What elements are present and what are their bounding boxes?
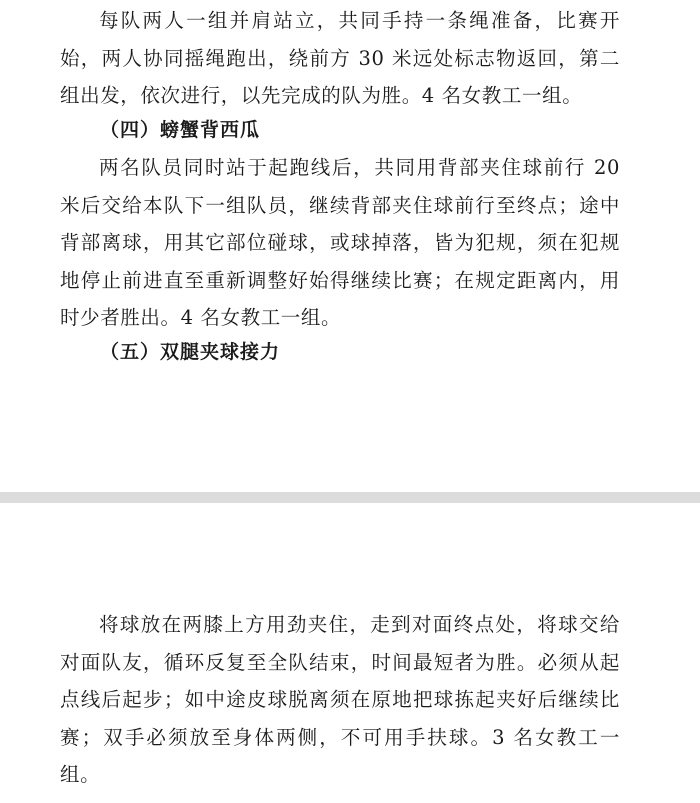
paragraph-leg-ball-relay-rules: 将球放在两膝上方用劲夹住，走到对面终点处，将球交给对面队友，循环反复至全队结束，时间最短者为胜。必须从起点线后起步；如中途皮球脱离须在原地把球拣起夹好后继续比赛；双手必须放至身体两侧，不可用手扶球。3 名女教工一组。 <box>60 613 620 787</box>
paragraph-rope-race-rules: 每队两人一组并肩站立，共同手持一条绳准备，比赛开始，两人协同摇绳跑出，绕前方 30 米远处标志物返回，第二组出发，依次进行，以先完成的队为胜。4 名女教工一组。 <box>60 9 620 108</box>
section-heading-crab-watermelon: （四）螃蟹背西瓜 <box>100 119 261 141</box>
paragraph-crab-watermelon-rules: 两名队员同时站于起跑线后，共同用背部夹住球前行 20 米后交给本队下一组队员，继续背部夹住球前行至终点；途中背部离球，用其它部位碰球，或球掉落，皆为犯规，须在犯规地停止前进直至重新调整好始得继续比赛；在规定距离内，用时少者胜出。4 名女教工一组。 <box>60 156 620 330</box>
section-heading-leg-ball-relay: （五）双腿夹球接力 <box>100 341 281 363</box>
document-page-bottom <box>0 503 700 803</box>
page-separator <box>0 492 700 503</box>
